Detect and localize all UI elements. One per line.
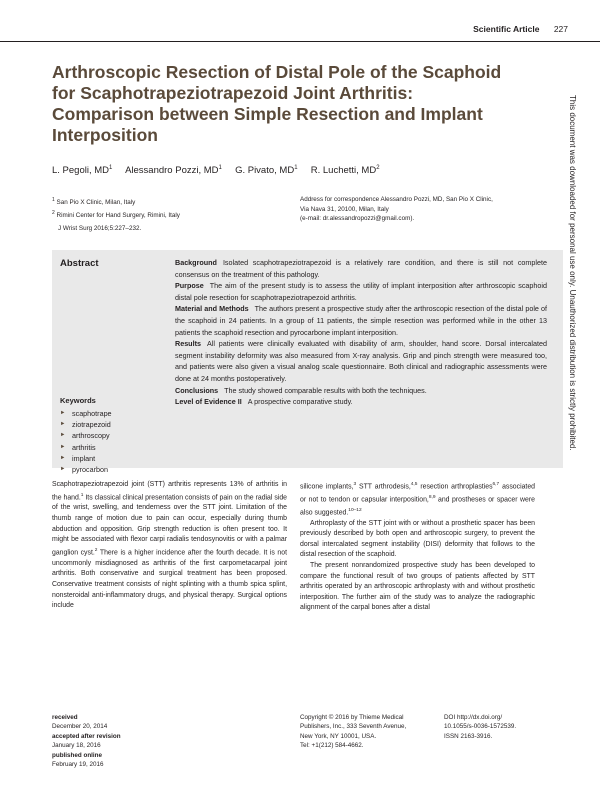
abstract-body bbox=[175, 257, 547, 408]
affiliations bbox=[52, 195, 180, 221]
keyword-item: ► ziotrapezoid bbox=[60, 419, 112, 430]
article-dates: received December 20, 2014 accepted after revision January 18, 2016 published online February 19, 2016 bbox=[52, 714, 121, 769]
keyword-list bbox=[60, 408, 112, 475]
keyword-item: ► pyrocarbon bbox=[60, 464, 112, 475]
running-header bbox=[473, 24, 568, 34]
article-title: Arthroscopic Resection of Distal Pole of the Scaphoid for Scaphotrapeziotrapezoid Joint Arthritis: Comparison between Simple Resection and Implant Interposition bbox=[52, 62, 502, 145]
abstract-evidence: Level of Evidence II A prospective comparative study. bbox=[175, 397, 353, 407]
correspondence-email[interactable]: (e-mail: dr.alessandropozzi@gmail.com). bbox=[300, 215, 415, 222]
keyword-item: ► arthroscopy bbox=[60, 430, 112, 441]
keyword-item: ► implant bbox=[60, 453, 112, 464]
abstract-results: Results All patients were clinically evaluated with disability of arm, shoulder, hand score. Dorsal intercalated segment instability deformity was also measured from X-ray analysis. Grip and pinch strength were measured too, and patients were also given a visual analog scale questionnaire. Both clinical and radiographic assessments were done at 24 months postoperatively. bbox=[175, 339, 547, 383]
author-list bbox=[52, 165, 380, 176]
reference-citation[interactable]: 3 bbox=[353, 482, 357, 487]
affiliation-item: $^1$ San Pio X Clinic, Milan, Italy bbox=[52, 197, 136, 207]
keyword-item: ► scaphotrape bbox=[60, 408, 112, 419]
author-name: R. Luchetti, MD bbox=[310, 165, 377, 177]
author-affiliation-ref: 2 bbox=[376, 165, 380, 171]
reference-citation[interactable]: 10–12 bbox=[348, 507, 362, 513]
section-label: Scientific Article bbox=[473, 24, 540, 34]
author-affiliation-ref: 1 bbox=[109, 165, 113, 171]
body-column-left bbox=[52, 480, 287, 612]
body-paragraph: The present nonrandomized prospective study has been developed to compare the functional result of two groups of patients affected by STT arthritis operated by an arthroscopic arthroplasty with and without prosthetic interposition. The further aim of the study was to analyze the radiographic alignment of the carpal bones after a distal bbox=[300, 562, 535, 612]
reference-citation[interactable]: 2 bbox=[94, 547, 98, 553]
abstract-methods: Material and Methods The authors present a prospective study after the arthroscopic resection of the distal pole of the scaphoid in 24 patients. In a group of 11 patients, the simple resection was performed while in the other 13 patients the scaphoid resection and pyrocarbone implant interposition. bbox=[175, 304, 547, 337]
author-name: G. Pivato, MD bbox=[235, 165, 295, 177]
reference-citation[interactable]: 4,5 bbox=[410, 482, 418, 487]
abstract-background: Background Isolated scaphotrapeziotrapezoid is a relatively rare condition, and there is still not complete consensus on the treatment of this pathology. bbox=[175, 258, 547, 279]
reference-citation[interactable]: 1 bbox=[80, 492, 84, 498]
download-notice: This document was downloaded for personal use only. Unauthorized distribution is strictly prohibited. bbox=[568, 95, 577, 451]
author-name: L. Pegoli, MD bbox=[52, 165, 110, 177]
reference-citation[interactable]: 8,9 bbox=[428, 494, 436, 500]
keyword-item: ► arthritis bbox=[60, 442, 112, 453]
journal-citation: J Wrist Surg 2016;5:227–232. bbox=[58, 225, 142, 232]
reference-citation[interactable]: 6,7 bbox=[492, 482, 500, 487]
abstract-purpose: Purpose The aim of the present study is to assess the utility of implant interposition after arthroscopic scaphoid distal pole resection for scaphotrapeziotrapezoid arthritis. bbox=[175, 281, 547, 302]
author-affiliation-ref: 1 bbox=[294, 165, 298, 171]
body-column-right bbox=[300, 480, 535, 614]
body-paragraph: Scaphotrapeziotrapezoid joint (STT) arthritis represents 13% of arthritis in the hand.$^1$ Its classical clinical presentation consists of pain on the radial side of the wrist, swelling, and tenderness over the STT joint. Limitation of the thumb range of motion due to pain can occur, especially during thumb abduction and opposition. Grip strength reduction is often present too. It might be associated with flexor carpi radialis tendosynovitis or with a palmar ganglion cyst.$^2$ There is a higher incidence after the fourth decade. It is not uncommonly misdiagnosed as arthritis of the first carpometacarpal joint arthritis. Both conservative and surgical treatment has been proposed. Conservative treatment consists of night splinting with a thumb spica splint, nonsteroidal anti-inflammatory drugs, and physical therapy. Surgical options include bbox=[52, 481, 287, 610]
abstract-heading: Abstract bbox=[60, 258, 99, 269]
correspondence-address: Address for correspondence Alessandro Pozzi, MD, San Pio X Clinic, Via Nava 31, 20100, Milan, Italy (e-mail: dr.alessandropozzi@gmail.com). bbox=[300, 195, 560, 224]
abstract-conclusions: Conclusions The study showed comparable results with both the techniques. bbox=[175, 385, 427, 395]
keywords-heading: Keywords bbox=[60, 396, 96, 405]
doi-link[interactable]: DOI http://dx.doi.org/ bbox=[444, 714, 503, 721]
page-number: 227 bbox=[553, 24, 568, 34]
body-paragraph: silicone implants,$^3$ STT arthrodesis,$^{4,5}$ resection arthroplasties$^{6,7}$ associated or not to tendon or capsular interposition,$^{8,9}$ and prostheses or spacer were also suggested.$^{10-12}$ bbox=[300, 482, 536, 517]
doi-info: DOI http://dx.doi.org/ 10.1055/s-0036-1572539. ISSN 2163-3916. bbox=[444, 714, 517, 740]
header-divider bbox=[0, 41, 600, 42]
affiliation-item: $^2$ Rimini Center for Hand Surgery, Rimini, Italy bbox=[52, 210, 180, 220]
copyright-notice: Copyright © 2016 by Thieme Medical Publishers, Inc., 333 Seventh Avenue, New York, NY 10001, USA. Tel: +1(212) 584-4662. bbox=[300, 714, 407, 750]
author-affiliation-ref: 1 bbox=[218, 165, 222, 171]
author-name: Alessandro Pozzi, MD bbox=[125, 165, 219, 177]
body-paragraph: Arthroplasty of the STT joint with or without a prosthetic spacer has been previously described by both open and arthroscopic surgery, to prevent the dorsal intercalated segment instability (DISI) deformity that follows to the distal resection of the scaphoid. bbox=[300, 519, 535, 559]
